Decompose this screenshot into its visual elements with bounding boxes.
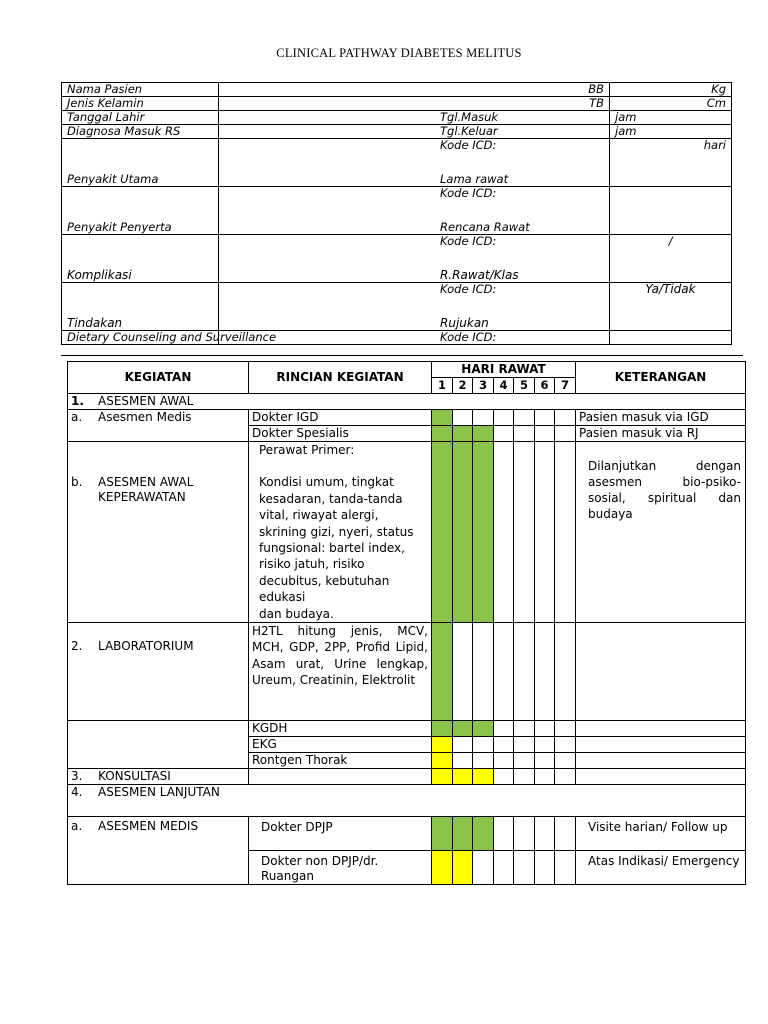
detail-dokter-dpjp: Dokter DPJP — [249, 817, 432, 851]
day-cell[interactable] — [473, 851, 494, 885]
day-cell-green[interactable] — [453, 817, 473, 851]
day-cell[interactable] — [514, 721, 535, 737]
day-cell-green[interactable] — [473, 442, 494, 623]
day-cell[interactable] — [555, 753, 576, 769]
day-cell[interactable] — [514, 623, 535, 721]
day-cell[interactable] — [514, 753, 535, 769]
label-kode-icd-5: Kode ICD: — [440, 330, 497, 344]
field-tindakan[interactable] — [219, 283, 610, 331]
day-cell[interactable] — [555, 410, 576, 426]
label-tgl-masuk: Tgl.Masuk — [440, 110, 499, 124]
section-asesmen-awal — [68, 394, 746, 410]
ket-ekg — [576, 737, 746, 753]
row-asesmen-medis — [68, 410, 249, 442]
day-cell-yellow[interactable] — [432, 769, 453, 785]
header-kegiatan: KEGIATAN — [68, 362, 249, 394]
day-cell[interactable] — [453, 737, 473, 753]
label-nama-pasien: Nama Pasien — [62, 83, 219, 97]
day-cell[interactable] — [535, 753, 555, 769]
day-cell[interactable] — [514, 851, 535, 885]
day-cell-green[interactable] — [473, 817, 494, 851]
section-number: 1. — [71, 394, 84, 408]
detail-rontgen: Rontgen Thorak — [249, 753, 432, 769]
field-nama-pasien[interactable] — [219, 83, 610, 97]
row-label: ASESMEN MEDIS — [98, 819, 199, 834]
detail-kgdh: KGDH — [249, 721, 432, 737]
day-cell[interactable] — [453, 410, 473, 426]
detail-lab: H2TL hitung jenis, MCV, MCH, GDP, 2PP, Profid Lipid, Asam urat, Urine lengkap, Ureum, Creatinin, Elektrolit — [249, 623, 432, 721]
day-cell-green[interactable] — [432, 442, 453, 623]
label-r-rawat-klas: R.Rawat/Klas — [440, 268, 519, 282]
day-3: 3 — [473, 378, 494, 394]
section-number: 3. — [71, 769, 83, 784]
day-cell[interactable] — [555, 623, 576, 721]
label-jam-masuk: jam — [615, 110, 637, 124]
label-kode-icd-2: Kode ICD: — [440, 186, 497, 200]
day-cell[interactable] — [535, 721, 555, 737]
label-dietary — [62, 330, 277, 345]
document-title: CLINICAL PATHWAY DIABETES MELITUS — [276, 46, 522, 60]
label-tb: TB — [589, 96, 604, 110]
day-cell[interactable] — [473, 623, 494, 721]
row-laboratorium — [68, 623, 249, 721]
row-lab-extra — [68, 721, 249, 769]
day-6: 6 — [535, 378, 555, 394]
label-dietary-text: Dietary Counseling and Surveillance — [67, 330, 277, 344]
field-dietary[interactable] — [219, 331, 610, 345]
patient-info-table — [61, 82, 732, 345]
slash-separator: / — [668, 234, 673, 248]
ket-konsultasi — [576, 769, 746, 785]
label-tgl-keluar: Tgl.Keluar — [440, 124, 498, 138]
day-cell[interactable] — [494, 851, 514, 885]
activity-table — [67, 361, 746, 885]
field-r-rawat-klas[interactable] — [610, 235, 732, 283]
detail-ekg: EKG — [249, 737, 432, 753]
day-cell[interactable] — [535, 769, 555, 785]
day-cell[interactable] — [535, 410, 555, 426]
header-hari-rawat: HARI RAWAT — [432, 362, 576, 378]
day-cell-yellow[interactable] — [473, 769, 494, 785]
field-lama-rawat[interactable] — [610, 139, 732, 187]
day-cell[interactable] — [535, 623, 555, 721]
day-cell[interactable] — [555, 426, 576, 442]
day-cell[interactable] — [473, 737, 494, 753]
day-cell[interactable] — [473, 753, 494, 769]
day-cell[interactable] — [535, 442, 555, 623]
day-cell[interactable] — [555, 442, 576, 623]
option-ya-tidak: Ya/Tidak — [645, 282, 696, 296]
ket-keperawatan: Dilanjutkan dengan asesmen bio-psiko-sosial, spiritual dan budaya — [576, 442, 746, 623]
day-cell[interactable] — [514, 426, 535, 442]
detail-dokter-spesialis: Dokter Spesialis — [249, 426, 432, 442]
unit-cm: Cm — [706, 96, 726, 110]
day-5: 5 — [514, 378, 535, 394]
label-rujukan: Rujukan — [440, 316, 489, 330]
label-penyakit-penyerta: Penyakit Penyerta — [62, 187, 219, 235]
separator-line — [61, 355, 743, 356]
detail-konsultasi — [249, 769, 432, 785]
day-cell[interactable] — [535, 737, 555, 753]
day-cell-green[interactable] — [453, 721, 473, 737]
field-komplikasi[interactable] — [219, 235, 610, 283]
day-cell[interactable] — [494, 442, 514, 623]
header-keterangan: KETERANGAN — [576, 362, 746, 394]
day-cell[interactable] — [494, 769, 514, 785]
field-tb[interactable] — [610, 97, 732, 111]
field-dietary-extra[interactable] — [610, 331, 732, 345]
ket-indikasi: Atas Indikasi/ Emergency — [576, 851, 746, 885]
perawat-primer-detail: Kondisi umum, tingkat kesadaran, tanda-tanda vital, riwayat alergi, skrining gizi, nyeri, status fungsional: bartel index, risiko jatuh, risiko decubitus, kebutuhan edukasi — [259, 475, 414, 605]
day-cell[interactable] — [494, 410, 514, 426]
day-cell[interactable] — [453, 623, 473, 721]
day-cell[interactable] — [494, 623, 514, 721]
row-label: ASESMEN AWAL KEPERAWATAN — [98, 475, 194, 504]
label-tanggal-lahir: Tanggal Lahir — [62, 111, 219, 125]
day-cell[interactable] — [535, 851, 555, 885]
row-asesmen-medis-lanjutan — [68, 817, 249, 885]
day-cell-yellow[interactable] — [453, 769, 473, 785]
label-diagnosa-masuk: Diagnosa Masuk RS — [62, 125, 219, 139]
label-jam-keluar: jam — [615, 124, 637, 138]
ket-rj: Pasien masuk via RJ — [576, 426, 746, 442]
row-konsultasi — [68, 769, 249, 785]
day-cell[interactable] — [494, 737, 514, 753]
field-bb[interactable] — [610, 83, 732, 97]
label-jenis-kelamin: Jenis Kelamin — [62, 97, 219, 111]
label-kode-icd-4: Kode ICD: — [440, 282, 497, 296]
label-lama-rawat: Lama rawat — [440, 172, 509, 186]
field-penyakit-penyerta[interactable] — [219, 187, 610, 235]
ket-lab — [576, 623, 746, 721]
detail-perawat-primer — [249, 442, 432, 623]
day-cell[interactable] — [555, 851, 576, 885]
day-cell[interactable] — [555, 817, 576, 851]
day-cell[interactable] — [453, 753, 473, 769]
ket-rontgen — [576, 753, 746, 769]
day-cell[interactable] — [494, 721, 514, 737]
day-cell[interactable] — [473, 410, 494, 426]
field-penyakit-utama[interactable] — [219, 139, 610, 187]
day-cell-green[interactable] — [432, 721, 453, 737]
day-cell[interactable] — [555, 737, 576, 753]
ket-igd: Pasien masuk via IGD — [576, 410, 746, 426]
day-cell[interactable] — [494, 817, 514, 851]
unit-hari: hari — [703, 138, 726, 152]
day-cell-green[interactable] — [453, 442, 473, 623]
field-jam-keluar[interactable] — [610, 125, 732, 139]
day-cell[interactable] — [555, 721, 576, 737]
day-cell[interactable] — [494, 753, 514, 769]
label-rencana-rawat: Rencana Rawat — [440, 220, 530, 234]
field-diagnosa-masuk[interactable] — [219, 125, 610, 139]
day-cell[interactable] — [514, 817, 535, 851]
day-cell[interactable] — [535, 426, 555, 442]
label-penyakit-utama: Penyakit Utama — [62, 139, 219, 187]
detail-dokter-non-dpjp: Dokter non DPJP/dr. Ruangan — [249, 851, 432, 885]
day-cell-green[interactable] — [453, 426, 473, 442]
ket-kgdh — [576, 721, 746, 737]
day-cell[interactable] — [514, 410, 535, 426]
day-2: 2 — [453, 378, 473, 394]
field-jenis-kelamin[interactable] — [219, 97, 610, 111]
ket-visite: Visite harian/ Follow up — [576, 817, 746, 851]
day-7: 7 — [555, 378, 576, 394]
day-cell-yellow[interactable] — [432, 737, 453, 753]
label-komplikasi: Komplikasi — [62, 235, 219, 283]
row-letter: b. — [71, 475, 83, 489]
label-kode-icd-1: Kode ICD: — [440, 138, 497, 152]
row-letter: a. — [71, 819, 83, 834]
row-letter: a. — [71, 410, 83, 424]
section-label: KONSULTASI — [98, 769, 171, 784]
field-rujukan[interactable] — [610, 283, 732, 331]
day-cell-green[interactable] — [473, 426, 494, 442]
day-4: 4 — [494, 378, 514, 394]
field-tanggal-lahir[interactable] — [219, 111, 610, 125]
section-label: ASESMEN AWAL — [98, 394, 194, 408]
section-label: LABORATORIUM — [98, 639, 194, 654]
day-cell-green[interactable] — [432, 623, 453, 721]
label-kode-icd-3: Kode ICD: — [440, 234, 497, 248]
perawat-primer-detail-end: dan budaya. — [259, 606, 334, 621]
detail-dokter-igd: Dokter IGD — [249, 410, 432, 426]
label-tindakan: Tindakan — [62, 283, 219, 331]
label-bb: BB — [588, 82, 604, 96]
day-cell-green[interactable] — [473, 721, 494, 737]
row-label: Asesmen Medis — [98, 410, 192, 424]
perawat-primer-label: Perawat Primer: — [259, 443, 355, 457]
day-cell[interactable] — [514, 769, 535, 785]
day-cell[interactable] — [514, 442, 535, 623]
section-number: 4. — [71, 785, 83, 800]
day-cell[interactable] — [494, 426, 514, 442]
day-cell-yellow[interactable] — [453, 851, 473, 885]
unit-kg: Kg — [711, 82, 726, 96]
day-1: 1 — [432, 378, 453, 394]
section-label: ASESMEN LANJUTAN — [98, 785, 220, 800]
day-cell-green[interactable] — [432, 426, 453, 442]
header-rincian: RINCIAN KEGIATAN — [249, 362, 432, 394]
day-cell-yellow[interactable] — [432, 851, 453, 885]
section-asesmen-lanjutan — [68, 785, 746, 817]
row-asesmen-keperawatan — [68, 442, 249, 623]
field-jam-masuk[interactable] — [610, 111, 732, 125]
day-cell[interactable] — [535, 817, 555, 851]
day-cell[interactable] — [514, 737, 535, 753]
day-cell-yellow[interactable] — [432, 753, 453, 769]
field-rencana-rawat[interactable] — [610, 187, 732, 235]
day-cell-green[interactable] — [432, 817, 453, 851]
section-number: 2. — [71, 639, 83, 654]
day-cell-green[interactable] — [432, 410, 453, 426]
day-cell[interactable] — [555, 769, 576, 785]
